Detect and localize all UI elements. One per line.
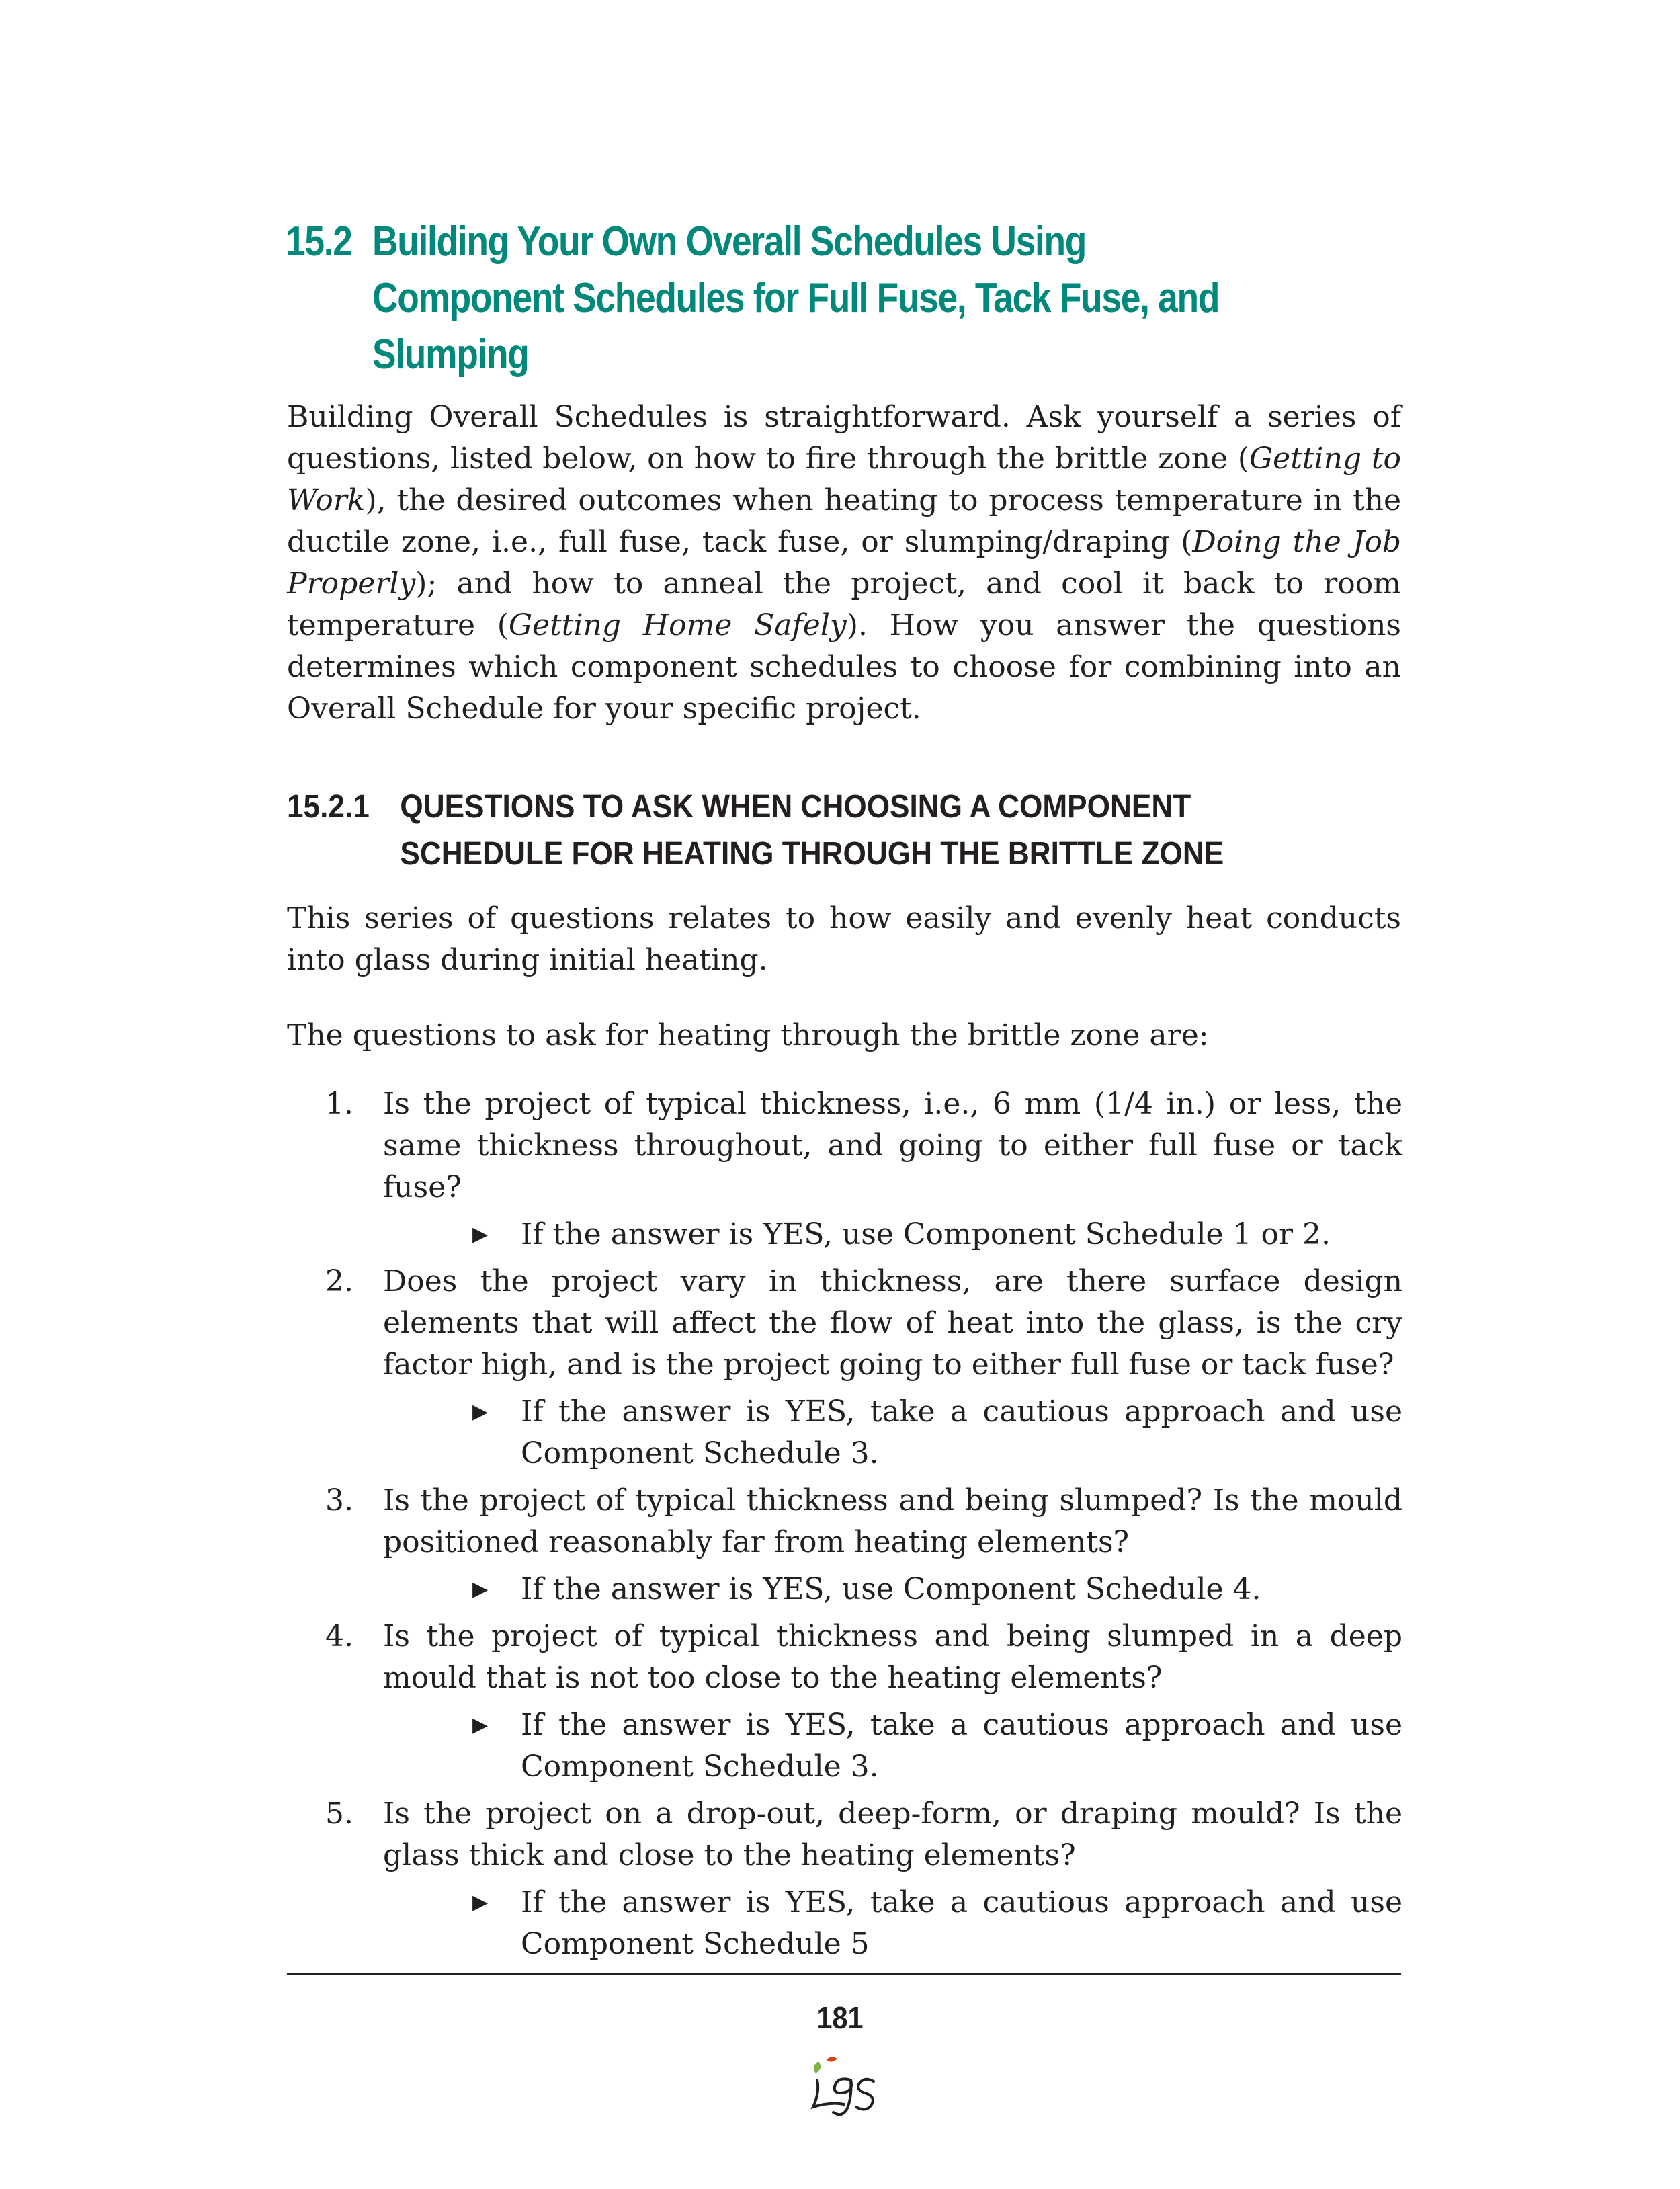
- triangle-bullet-icon: ▶: [472, 1577, 489, 1601]
- answer-text: If the answer is YES, use Component Schedule 4.: [521, 1572, 1261, 1606]
- triangle-bullet-icon: ▶: [472, 1400, 489, 1423]
- question-number: 5.: [325, 1796, 353, 1831]
- intro-paragraph: [287, 397, 1401, 730]
- question-text: Is the project of typical thickness, i.e., 6 mm (1/4 in.) or less, the same thickness throughout, and going to either full fuse or tack fuse?: [383, 1087, 1402, 1204]
- answer-text: If the answer is YES, take a cautious approach and use Component Schedule 5: [521, 1885, 1402, 1961]
- answer-item: [383, 1391, 1402, 1475]
- intro-text-2: ), the desired outcomes when heating to process temperature in the ductile zone, i.e., full fuse, tack fuse, or slumping/draping (: [287, 483, 1401, 559]
- intro-text-3: ); and how to anneal the project, and cool it back to room temperature (: [287, 567, 1401, 643]
- paragraph-questions-intro: The questions to ask for heating through the brittle zone are:: [287, 1018, 1209, 1052]
- question-number: 2.: [325, 1264, 353, 1298]
- answer-item: [383, 1569, 1402, 1610]
- subsection-heading: [287, 784, 1338, 878]
- question-item: [287, 1261, 1402, 1475]
- question-text: Is the project of typical thickness and being slumped in a deep mould that is not too close to the heating elements?: [383, 1619, 1402, 1695]
- footer-divider: [287, 1973, 1401, 1975]
- paragraph-heat-conduction: This series of questions relates to how easily and evenly heat conducts into glass during initial heating.: [287, 901, 1401, 977]
- answer-text: If the answer is YES, take a cautious approach and use Component Schedule 3.: [521, 1708, 1402, 1784]
- question-text: Is the project on a drop-out, deep-form, or draping mould? Is the glass thick and close to the heating elements?: [383, 1796, 1402, 1872]
- intro-text-4: ). How you answer the questions determines which component schedules to choose for combining into an Overall Schedule for your specific project.: [287, 608, 1401, 726]
- question-number: 3.: [325, 1483, 353, 1518]
- question-text: Does the project vary in thickness, are there surface design elements that will affect the flow of heat into the glass, is the cry factor high, and is the project going to either full fuse or tack fuse?: [383, 1264, 1402, 1382]
- subsection-number: 15.2.1: [287, 789, 370, 825]
- answer-item: [383, 1882, 1402, 1965]
- questions-list: [287, 1083, 1402, 1971]
- question-number: 1.: [325, 1087, 353, 1121]
- intro-emphasis-doing-the-job: Doing the Job Properly: [287, 525, 1401, 601]
- question-item: [287, 1083, 1402, 1255]
- question-item: [287, 1480, 1402, 1610]
- triangle-bullet-icon: ▶: [472, 1891, 489, 1914]
- intro-emphasis-getting-home: Getting Home Safely: [508, 608, 847, 643]
- triangle-bullet-icon: ▶: [472, 1713, 489, 1737]
- section-heading: [286, 214, 1268, 383]
- section-title: Building Your Own Overall Schedules Using Component Schedules for Full Fuse, Tack Fuse, and Slumping: [372, 218, 1220, 378]
- page-number: 181: [816, 2000, 864, 2035]
- answer-text: If the answer is YES, use Component Schedule 1 or 2.: [521, 1217, 1331, 1251]
- question-number: 4.: [325, 1619, 353, 1653]
- question-item: [287, 1616, 1402, 1788]
- answer-item: [383, 1214, 1402, 1255]
- answer-text: If the answer is YES, take a cautious approach and use Component Schedule 3.: [521, 1395, 1402, 1471]
- section-number: 15.2: [286, 218, 352, 265]
- intro-emphasis-getting-to-work: Getting to Work: [287, 442, 1401, 518]
- answer-item: [383, 1704, 1402, 1788]
- triangle-bullet-icon: ▶: [472, 1223, 489, 1246]
- question-text: Is the project of typical thickness and being slumped? Is the mould positioned reasonably far from heating elements?: [383, 1483, 1402, 1559]
- publisher-logo-icon: [804, 2053, 884, 2120]
- question-item: [287, 1793, 1402, 1965]
- intro-text-1: Building Overall Schedules is straightforward. Ask yourself a series of questions, listed below, on how to fire through the brittle zone (: [287, 400, 1401, 476]
- subsection-title: QUESTIONS TO ASK WHEN CHOOSING A COMPONENT SCHEDULE FOR HEATING THROUGH THE BRITTLE ZONE: [400, 789, 1224, 872]
